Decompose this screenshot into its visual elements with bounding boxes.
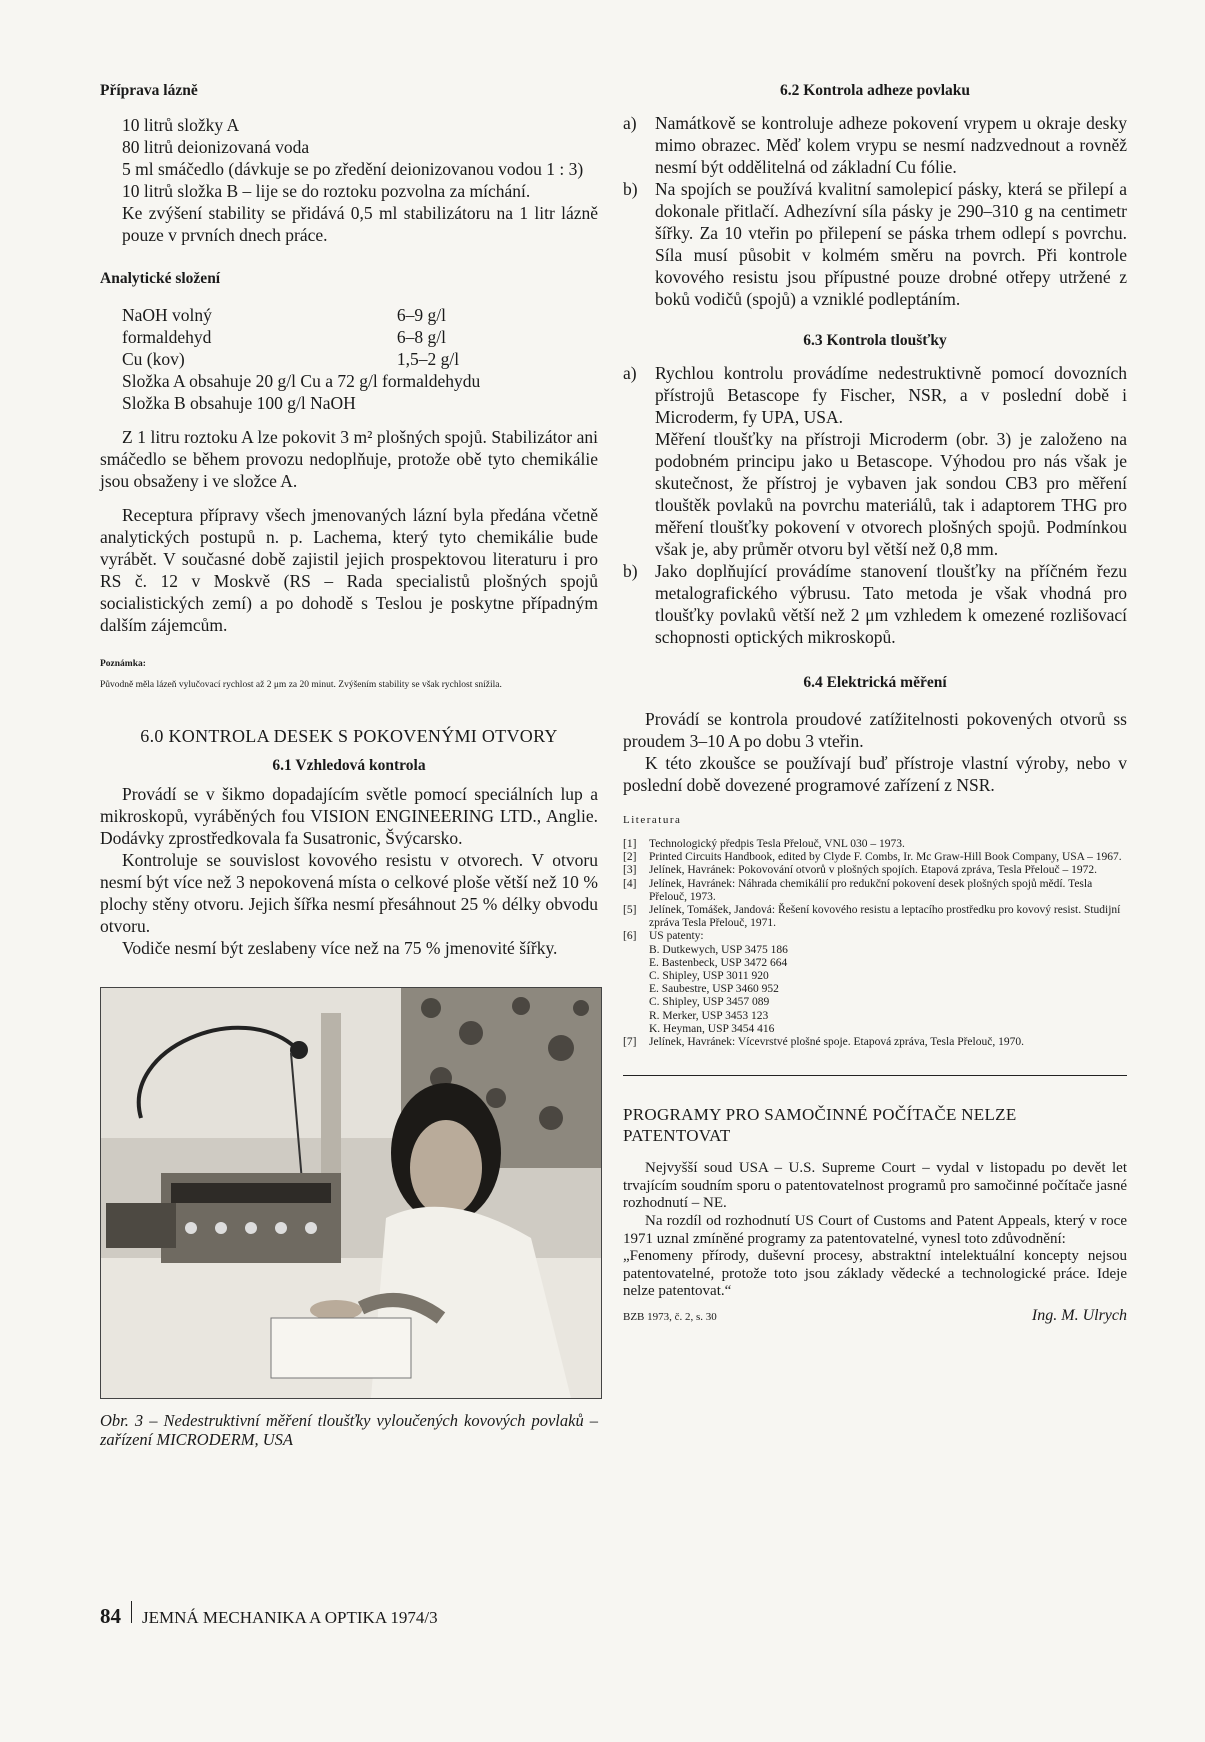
microderm-photo [100, 987, 602, 1399]
patent-text: B. Dutkewych, USP 3475 186 [649, 943, 788, 956]
left-column [100, 82, 598, 1449]
reference-number [623, 1010, 649, 1023]
bath-heading: Příprava lázně [100, 82, 198, 99]
journal-name: JEMNÁ MECHANIKA A OPTIKA 1974/3 [142, 1608, 438, 1627]
reference-number: [1] [623, 838, 637, 850]
subsection-6-2-title: 6.2 Kontrola adheze povlaku [779, 82, 971, 99]
patent-item [623, 970, 1127, 983]
recipe-paragraph: Receptura přípravy všech jmenovaných lázní byla předána včetně analytických postupů n. p. Lachema, který tyto chemikálie bude vyrábět. V současné době zajistil jejich prospektovou literaturu i pro RS č. 12 v Moskvě (RS – Rada specialistů plošných spojů socialistických zemí) a po dohodě s Teslou je poskytne případným dalším zájemcům. [100, 505, 598, 635]
analysis-row [122, 304, 459, 326]
patent-text: C. Shipley, USP 3011 920 [649, 970, 769, 983]
reference-number [623, 983, 649, 996]
reference-item [623, 878, 1127, 904]
p61-a: Provádí se v šikmo dopadajícím světle pomocí speciálních lup a mikroskopů, vyráběných fou VISION ENGINEERING LTD., Anglie. Dodávky zprostředkovala fa Susatronic, Švýcarsko. [100, 784, 598, 848]
reference-number [623, 1023, 649, 1036]
news-body [623, 1160, 1127, 1301]
reference-item [623, 1036, 1127, 1049]
patent-item [623, 983, 1127, 996]
reference-number [623, 944, 649, 957]
list-item [623, 178, 1127, 310]
reference-item [623, 838, 1127, 851]
subsection-6-4-title: 6.4 Elektrická měření [803, 674, 947, 691]
news-title: PROGRAMY PRO SAMOČINNÉ POČÍTAČE NELZE PATENTOVAT [623, 1105, 1017, 1146]
list-item-text: Jako doplňující provádíme stanovení tloušťky na příčném řezu metalografického výbrusu. Tato metoda je však vhodná pro tloušťky povlaků větší než 2 μm vzhledem k omezené rozlišovací schopnosti optických mikroskopů. [655, 561, 1127, 647]
patent-text: R. Merker, USP 3453 123 [649, 1009, 769, 1022]
list-item-label: b) [623, 561, 638, 581]
news-author: Ing. M. Ulrych [1031, 1307, 1127, 1324]
list-item [623, 112, 1127, 178]
analysis-name: Cu (kov) [122, 349, 185, 369]
p64-a: Provádí se kontrola proudové zatížitelnosti pokovených otvorů ss proudem 3–10 A po dobu 3 vteřin. [623, 709, 1127, 751]
reference-text: Jelínek, Havránek: Vícevrstvé plošné spoje. Etapová zpráva, Tesla Přelouč, 1970. [649, 1036, 1024, 1049]
analysis-heading: Analytické složení [100, 270, 221, 287]
analysis-value: 6–8 g/l [396, 327, 447, 347]
note-text: Původně měla lázeň vylučovací rychlost až 2 μm za 20 minut. Zvýšením stability se však rychlost snížila. [100, 680, 502, 690]
plating-paragraph: Z 1 litru roztoku A lze pokovit 3 m² plošných spojů. Stabilizátor ani smáčedlo se během provozu nedoplňuje, protože obě tyto chemikálie jsou obsaženy i ve složce A. [100, 427, 598, 491]
bath-line: 5 ml smáčedlo (dávkuje se po zředění deionizovanou vodou 1 : 3) [122, 159, 584, 179]
p64-b: K této zkoušce se používají buď přístroje vlastní výroby, nebo v poslední době dovezené programové zařízení z NSR. [623, 753, 1127, 795]
news-footer [623, 1307, 1127, 1325]
photo-illustration [101, 988, 601, 1398]
reference-item [623, 904, 1127, 930]
p61-b: Kontroluje se souvislost kovového resistu v otvorech. V otvoru nesmí být více než 3 nepokovená místa o celkové ploše větší než 10 % plochy stěny otvoru. Jejich šířka nesmí přesáhnout 25 % délky obvodu otvoru. [100, 850, 598, 936]
divider [623, 1075, 1127, 1076]
analysis-line: Složka A obsahuje 20 g/l Cu a 72 g/l formaldehydu [122, 371, 481, 391]
literature-heading: Literatura [623, 814, 682, 826]
news-source: BZB 1973, č. 2, s. 30 [623, 1311, 717, 1323]
analysis-line: Složka B obsahuje 100 g/l NaOH [122, 393, 356, 413]
bath-line: 10 litrů složka B – lije se do roztoku pozvolna za míchání. [122, 181, 531, 201]
reference-text: Jelínek, Havránek: Náhrada chemikálií pro redukční pokovení desek plošných spojů mědí. Tesla Přelouč, 1973. [649, 877, 1093, 903]
section-6-title: 6.0 KONTROLA DESEK S POKOVENÝMI OTVORY [140, 726, 558, 746]
list-item-text: Rychlou kontrolu provádíme nedestruktivně pomocí dovozních přístrojů Betascope fy Fischer, NSR, a v poslední době i Microderm, fy UPA, USA. Měření tloušťky na přístroji Microderm (obr. 3) je založeno na podobném principu jako u Betascope. Výhodou pro nás však je skutečnost, že přístroj je vybaven jak sondou CB3 pro měření tlouštěk povlaků na povrchu materiálů, tak i adaptorem THG pro měření tloušťky pokovení v otvorech plošných spojů. Podmínkou však je, aby průměr otvoru byl větší než 0,8 mm. [655, 363, 1127, 559]
bath-line: Ke zvýšení stability se přidává 0,5 ml stabilizátoru na 1 litr lázně pouze v prvních dnech práce. [122, 203, 598, 245]
reference-number [623, 970, 649, 983]
analysis-value: 6–9 g/l [396, 305, 447, 325]
list-item [623, 362, 1127, 560]
subsection-6-3-title: 6.3 Kontrola tloušťky [803, 332, 947, 349]
news-paragraph: Nejvyšší soud USA – U.S. Supreme Court – vydal v listopadu po devět let trvajícím soudním sporu o patentovatelnost programů pro samočinné počítače jasné rozhodnutí – NE. [623, 1160, 1127, 1212]
reference-item [623, 864, 1127, 877]
analysis-lines [100, 370, 598, 414]
list-item-label: a) [623, 113, 637, 133]
photo-caption: Obr. 3 – Nedestruktivní měření tloušťky vyloučených kovových povlaků – zařízení MICRODERM, USA [100, 1411, 598, 1449]
patent-text: C. Shipley, USP 3457 089 [649, 996, 770, 1009]
patent-item [623, 1010, 1127, 1023]
analysis-name: NaOH volný [122, 305, 212, 325]
analysis-table [122, 304, 459, 370]
analysis-row [122, 326, 459, 348]
p61-c: Vodiče nesmí být zeslabeny více než na 75 % jmenovité šířky. [122, 938, 558, 958]
analysis-name: formaldehyd [122, 327, 212, 347]
bath-line: 80 litrů deionizovaná voda [122, 137, 310, 157]
patent-item [623, 944, 1127, 957]
reference-text: US patenty: [649, 930, 704, 943]
list-item-text: Namátkově se kontroluje adheze pokovení vrypem u okraje desky mimo obrazec. Měď kolem vrypu se nesmí nadzvednout a rovněž nesmí být oddělitelná od základní Cu fólie. [655, 113, 1127, 177]
patent-item [623, 1023, 1127, 1036]
page-number: 84 [100, 1604, 121, 1628]
list-item-text: Na spojích se používá kvalitní samolepicí pásky, která se přilepí a dokonale přitlačí. Adhezívní síla pásky je 290–310 g na centimetr šířky. Za 10 vteřin po přilepení se páska trhem odlepí s povrchu. Síla musí působit v kolmém směru na povrch. Při kontrole kovového resistu jsou přípustné pouze drobné otřepy utržené z boků vodičů (spojů) a vzniklé podleptáním. [655, 179, 1127, 309]
adhesion-list [623, 112, 1127, 310]
reference-text: Jelínek, Havránek: Pokovování otvorů v plošných spojích. Etapová zpráva, Tesla Přelouč – 1972. [649, 864, 1098, 877]
note-label: Poznámka: [100, 659, 146, 669]
right-column [623, 82, 1127, 1325]
reference-number: [4] [623, 877, 637, 890]
page-footer [100, 1601, 438, 1629]
reference-text: Jelínek, Tomášek, Jandová: Řešení kovového resistu a leptacího prostředku pro kovový resist. Studijní zpráva Tesla Přelouč, 1971. [649, 904, 1121, 930]
reference-number [623, 957, 649, 970]
reference-number: [2] [623, 851, 637, 864]
list-item-label: b) [623, 179, 638, 199]
list-item-label: a) [623, 363, 637, 383]
patent-text: E. Saubestre, USP 3460 952 [649, 983, 779, 996]
patent-item [623, 957, 1127, 970]
news-quote: „Fenomeny přírody, duševní procesy, abstraktní intelektuální koncepty nejsou patentovatelné, protože toto jsou základy vědecké a technologické práce. Ideje nelze patentovat.“ [623, 1248, 1127, 1300]
analysis-value: 1,5–2 g/l [396, 349, 460, 369]
reference-number: [3] [623, 864, 637, 877]
thickness-list [623, 362, 1127, 648]
patent-item [623, 996, 1127, 1009]
bath-recipe [100, 114, 598, 246]
patent-text: E. Bastenbeck, USP 3472 664 [649, 956, 788, 969]
reference-number: [7] [623, 1036, 637, 1049]
reference-number: [5] [623, 904, 637, 917]
analysis-row [122, 348, 459, 370]
reference-list [623, 838, 1127, 1049]
reference-item [623, 930, 1127, 943]
patent-text: K. Heyman, USP 3454 416 [649, 1022, 775, 1035]
bath-line: 10 litrů složky A [122, 115, 240, 135]
list-item [623, 560, 1127, 648]
reference-item [623, 851, 1127, 864]
reference-number [623, 996, 649, 1009]
reference-number: [6] [623, 930, 637, 943]
subsection-6-1-title: 6.1 Vzhledová kontrola [272, 757, 426, 774]
reference-text: Printed Circuits Handbook, edited by Clyde F. Combs, Ir. Mc Graw-Hill Book Company, USA – 1967. [649, 851, 1122, 864]
footer-separator [131, 1601, 132, 1623]
reference-text: Technologický předpis Tesla Přelouč, VNL 030 – 1973. [649, 838, 905, 850]
news-paragraph: Na rozdíl od rozhodnutí US Court of Customs and Patent Appeals, který v roce 1971 uznal zmíněné programy za patentovatelné, vynesl toto zdůvodnění: [623, 1213, 1127, 1247]
